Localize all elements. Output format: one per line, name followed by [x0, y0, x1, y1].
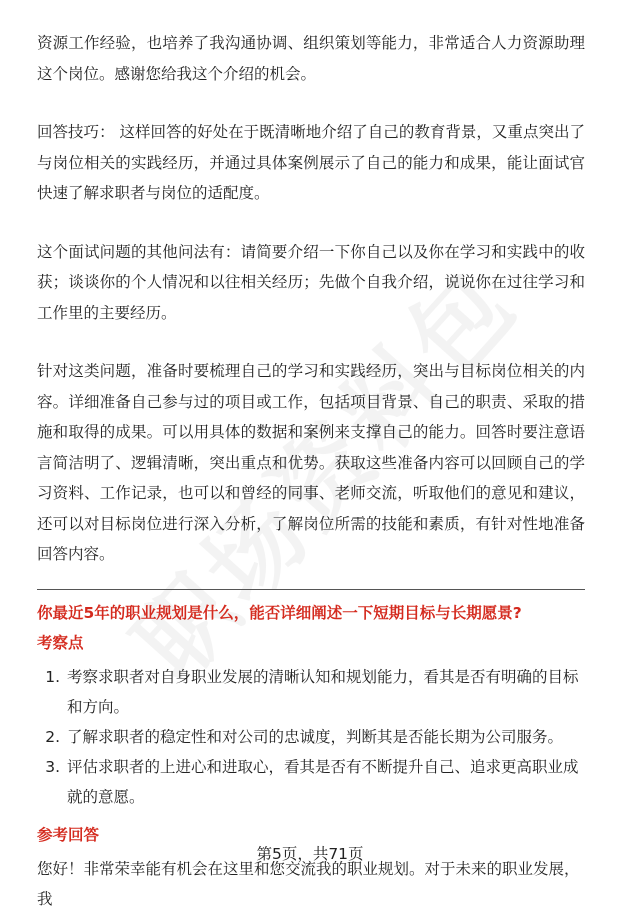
question-heading: 你最近5年的职业规划是什么，能否详细阐述一下短期目标与长期愿景?: [37, 603, 522, 622]
list-item: 3. 评估求职者的上进心和进取心，看其是否有不断提升自己、追求更高职业成就的意愿。: [65, 752, 585, 812]
paragraph-alternative-questions: 这个面试问题的其他问法有：请简要介绍一下你自己以及你在学习和实践中的收获；谈谈你的个人情况和以往相关经历；先做个自我介绍，说说你在过往学习和工作里的主要经历。: [37, 242, 585, 322]
focus-heading: 考察点: [37, 633, 84, 652]
page-number: 第5页，共71页: [256, 845, 364, 863]
list-item: 1. 考察求职者对自身职业发展的清晰认知和规划能力，看其是否有明确的目标和方向。: [65, 662, 585, 722]
paragraph-answer-tips: 回答技巧： 这样回答的好处在于既清晰地介绍了自己的教育背景，又重点突出了与岗位相关的实践经历，并通过具体案例展示了自己的能力和成果，能让面试官快速了解求职者与岗位的适配度。: [37, 123, 585, 202]
answer-text: 您好！非常荣幸能有机会在这里和您交流我的职业规划。对于未来的职业发展，我: [37, 859, 580, 908]
list-item: 2. 了解求职者的稳定性和对公司的忠诚度，判断其是否能长期为公司服务。: [65, 722, 585, 752]
document-body: [37, 28, 585, 914]
section-divider: [37, 589, 585, 590]
paragraph-preparation-advice: 针对这类问题，准备时要梳理自己的学习和实践经历，突出与目标岗位相关的内容。详细准备自己参与过的项目或工作，包括项目背景、自己的职责、采取的措施和取得的成果。可以用具体的数据和案例来支撑自己的能力。回答时要注意语言简洁明了、逻辑清晰，突出重点和优势。获取这些准备内容可以回顾自己的学习资料、工作记录，也可以和曾经的同事、老师交流，听取他们的意见和建议，还可以对目标岗位进行深入分析，了解岗位所需的技能和素质，有针对性地准备回答内容。: [37, 362, 585, 563]
focus-points-list: [37, 662, 585, 812]
paragraph-intro-end: 资源工作经验，也培养了我沟通协调、组织策划等能力，非常适合人力资源助理这个岗位。感谢您给我这个介绍的机会。: [37, 34, 585, 83]
answer-heading: 参考回答: [37, 825, 100, 844]
